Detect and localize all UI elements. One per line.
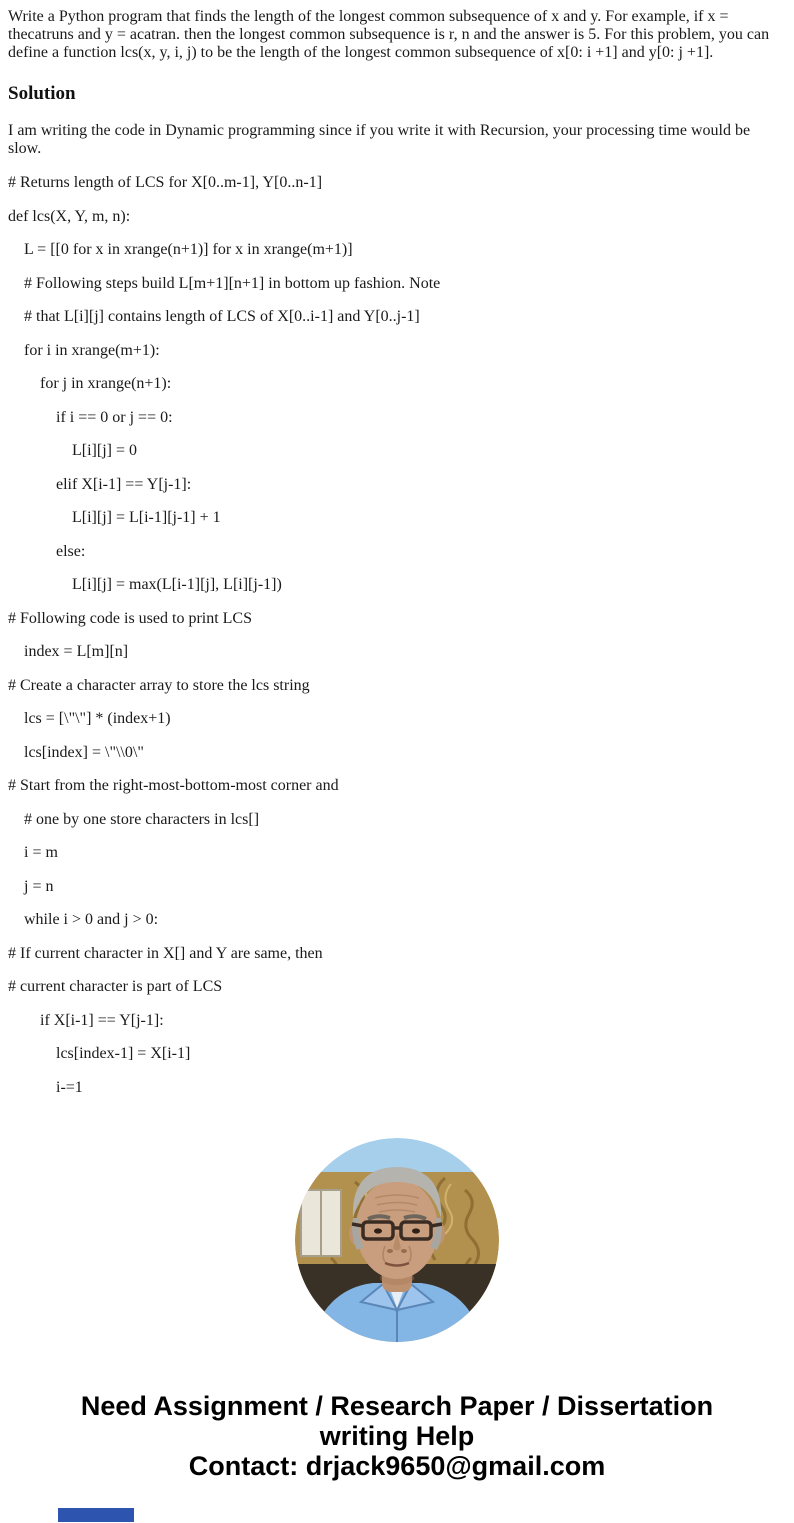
question-paragraph: Write a Python program that finds the length of the longest common subsequence of x and y. For example, if x = thecatruns and y = acatran. then the longest common subsequence is r, n and the answer is 5. For this problem, you can define a function lcs(x, y, i, j) to be the length of the longest common subsequence of x[0: i +1] and y[0: j +1]. — [8, 8, 770, 61]
tutor-photo-illustration — [295, 1138, 499, 1342]
bottom-blue-bar — [58, 1508, 134, 1522]
code-line: i-=1 — [8, 1078, 83, 1096]
eye-left — [374, 1228, 382, 1233]
code-line: lcs[index-1] = X[i-1] — [8, 1045, 191, 1062]
nostril-left — [387, 1249, 393, 1253]
footer-ad-line: writing Help — [319, 1420, 475, 1451]
code-line: elif X[i-1] == Y[j-1]: — [8, 475, 192, 493]
footer-contact-line: Contact: drjack9650@gmail.com — [188, 1450, 606, 1481]
code-line: for j in xrange(n+1): — [8, 375, 172, 392]
code-line: if i == 0 or j == 0: — [8, 408, 173, 426]
code-line: # that L[i][j] contains length of LCS of X[0..i-1] and Y[0..j-1] — [8, 308, 420, 325]
code-line: L[i][j] = max(L[i-1][j], L[i][j-1]) — [8, 576, 282, 593]
code-line: i = m — [8, 844, 58, 861]
code-line: index = L[m][n] — [8, 643, 129, 660]
solution-heading: Solution — [8, 83, 76, 104]
code-line: # If current character in X[] and Y are same, then — [8, 944, 323, 962]
window-frame — [301, 1190, 341, 1256]
code-line: while i > 0 and j > 0: — [8, 911, 159, 928]
code-line: L[i][j] = 0 — [8, 442, 137, 459]
tutor-avatar-section — [8, 1138, 786, 1342]
code-line: L = [[0 for x in xrange(n+1)] for x in xrange(m+1)] — [8, 241, 353, 258]
nostril-right — [401, 1249, 407, 1253]
code-line: lcs = [\"\"] * (index+1) — [8, 710, 171, 727]
code-line: def lcs(X, Y, m, n): — [8, 207, 131, 225]
footer-ad-line: Need Assignment / Research Paper / Dissertation — [80, 1390, 714, 1421]
code-line: L[i][j] = L[i-1][j-1] + 1 — [8, 509, 221, 526]
code-line: for i in xrange(m+1): — [8, 341, 160, 359]
solution-intro: I am writing the code in Dynamic programming since if you write it with Recursion, your processing time would be slow. — [8, 122, 751, 157]
eye-right — [412, 1228, 420, 1233]
code-line: # Returns length of LCS for X[0..m-1], Y[0..n-1] — [8, 174, 323, 191]
code-line: if X[i-1] == Y[j-1]: — [8, 1011, 164, 1029]
code-line: j = n — [8, 877, 54, 895]
code-line: # Following code is used to print LCS — [8, 609, 252, 627]
footer-ad — [8, 1391, 786, 1481]
code-line: lcs[index] = \"\\0\" — [8, 743, 144, 761]
code-line: # Following steps build L[m+1][n+1] in bottom up fashion. Note — [8, 274, 441, 292]
tutor-avatar — [295, 1138, 499, 1342]
code-line: # one by one store characters in lcs[] — [8, 810, 260, 828]
code-line: else: — [8, 542, 86, 560]
code-line: # Create a character array to store the lcs string — [8, 676, 310, 694]
code-line: # current character is part of LCS — [8, 978, 223, 995]
code-line: # Start from the right-most-bottom-most corner and — [8, 777, 339, 794]
